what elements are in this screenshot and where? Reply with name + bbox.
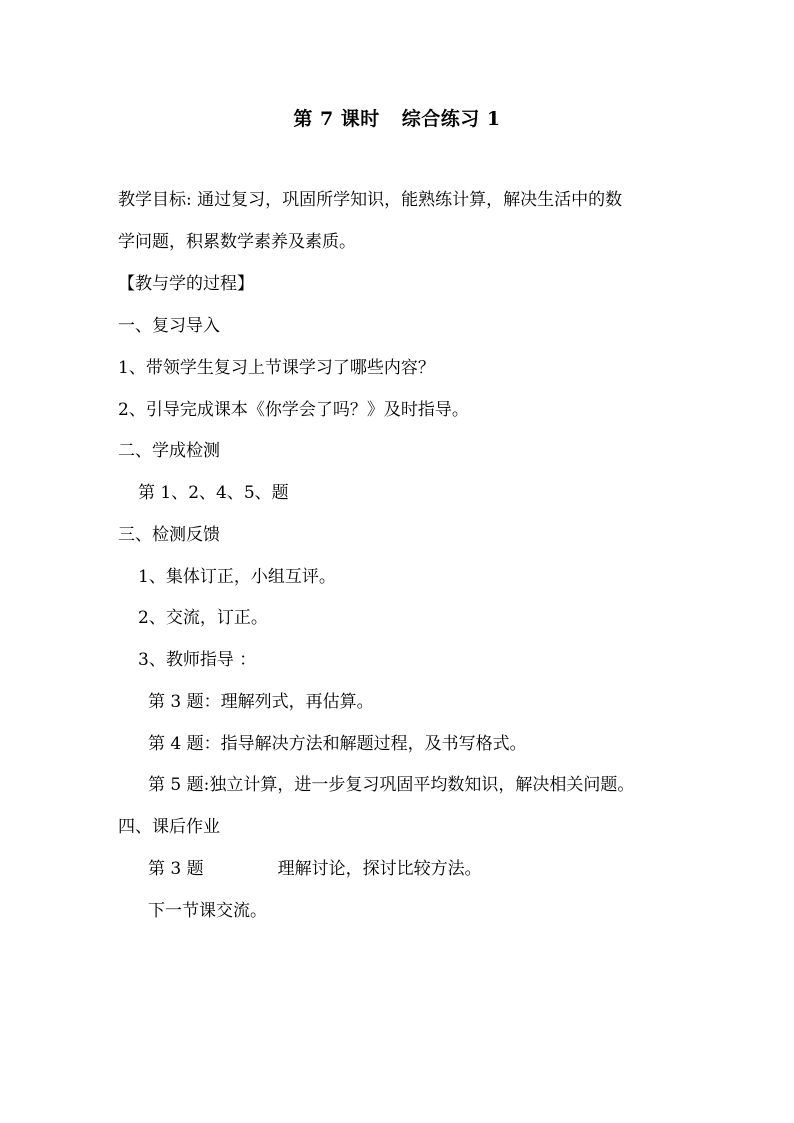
feedback-item-3: 3、教师指导 ： bbox=[138, 650, 257, 670]
test-item: 第 1、2、4、5、题 bbox=[138, 483, 289, 503]
objective-line-1: 教学目标: 通过复习，巩固所学知识，能熟练计算，解决生活中的数 bbox=[118, 190, 623, 210]
review-item-1: 1、带领学生复习上节课学习了哪些内容？ bbox=[118, 358, 435, 378]
section-heading-homework: 四、课后作业 bbox=[118, 817, 220, 837]
lesson-number: 第 7 课时 bbox=[293, 108, 380, 130]
guidance-item-2: 第 4 题：指导解决方法和解题过程，及书写格式。 bbox=[148, 734, 527, 754]
homework-label: 第 3 题 bbox=[148, 859, 204, 879]
section-heading-review: 一、复习导入 bbox=[118, 316, 220, 336]
homework-text: 理解讨论，探讨比较方法。 bbox=[277, 859, 482, 879]
section-heading-test: 二、学成检测 bbox=[118, 441, 220, 461]
guidance-item-1: 第 3 题：理解列式，再估算。 bbox=[148, 692, 374, 712]
homework-next: 下一节课交流。 bbox=[148, 901, 267, 921]
lesson-name: 综合练习 1 bbox=[401, 108, 501, 130]
feedback-item-1: 1、集体订正，小组互评。 bbox=[138, 567, 336, 587]
feedback-item-2: 2、交流，订正。 bbox=[138, 608, 268, 628]
homework-item bbox=[148, 857, 482, 881]
review-item-2: 2、引导完成课本《你学会了吗？》及时指导。 bbox=[118, 400, 469, 420]
section-heading-feedback: 三、检测反馈 bbox=[118, 525, 220, 545]
guidance-item-3: 第 5 题:独立计算，进一步复习巩固平均数知识，解决相关问题。 bbox=[148, 775, 635, 795]
objective-line-2: 学问题，积累数学素养及素质。 bbox=[118, 232, 356, 252]
page-title bbox=[0, 104, 794, 131]
process-heading: 【教与学的过程】 bbox=[118, 274, 254, 294]
